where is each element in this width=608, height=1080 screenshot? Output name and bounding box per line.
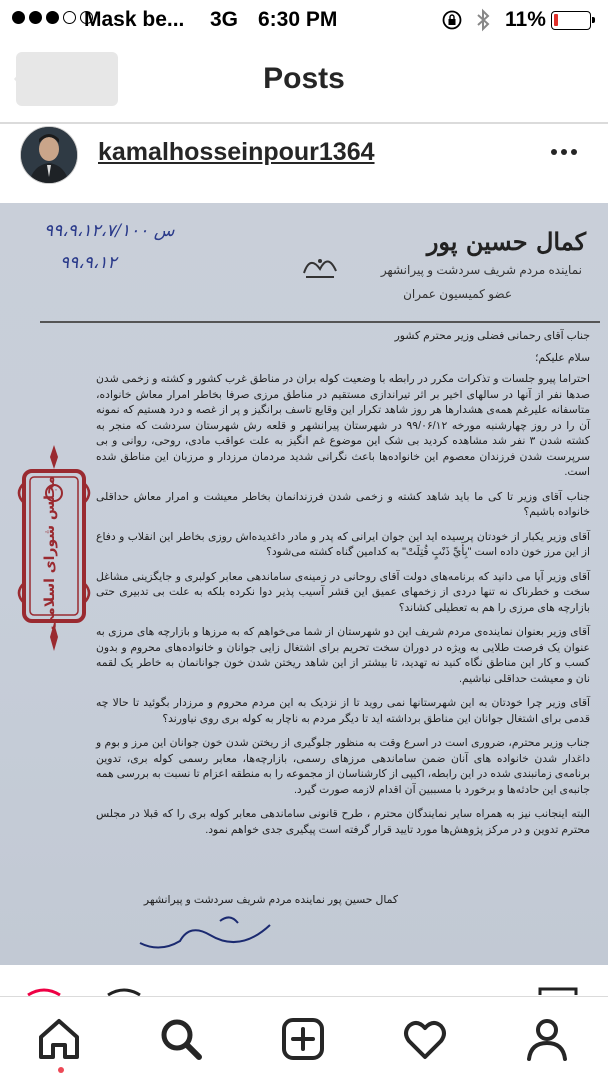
letter-salutation: جناب آقای رحمانی فضلی وزیر محترم کشور [394, 330, 590, 342]
tab-bar [0, 997, 608, 1080]
signal-strength-icon [12, 11, 93, 24]
letter-paragraph: جناب وزیر محترم، ضروری است در اسرع وقت به منظور جلوگیری از ریختن شدن خون جوانان این مرز و بوم و داغدار شدن خانواده های آنان ضمن ساماندهی مرزهای رسمی، بازارچه‌ها، معابر رسمی کوله بری، تدوین برنامه‌ی زمانبندی شده در این رابطه، اکیپی از کارشناسان از مجموعه را به منطقه اعزام تا نسبت به بررسی همه جانبه‌ی این حادثه‌ها و برخورد با مسببین آن اقدام لازمه صورت گیرد. [96, 737, 590, 796]
post-header [0, 124, 608, 202]
handwritten-signature [120, 905, 280, 960]
parliament-logo-icon [14, 443, 94, 653]
home-icon[interactable] [33, 1013, 85, 1065]
avatar[interactable] [20, 126, 78, 184]
letter-date: ۹۹،۹،۱۲ [60, 253, 117, 273]
orientation-lock-icon [441, 9, 463, 37]
signal-dot [12, 11, 25, 24]
nav-header [0, 42, 608, 122]
clock: 6:30 PM [258, 8, 338, 31]
search-icon[interactable] [155, 1013, 207, 1065]
sender-name: کمال حسین پور [426, 227, 586, 256]
signal-dot [46, 11, 59, 24]
letter-paragraph: جناب آقای وزیر تا کی ما باید شاهد کشته و زخمی شدن فرزندانمان بخاطر معیشت و امرار معاش حداقلی خانواده باشیم؟ [96, 490, 590, 518]
post-username[interactable]: kamalhosseinpour1364 [98, 138, 375, 166]
profile-icon[interactable] [521, 1013, 573, 1065]
signal-dot [63, 11, 76, 24]
page-title: Posts [263, 62, 345, 95]
post-actions-partial [0, 965, 608, 997]
emblem-icon [300, 249, 340, 287]
letterhead-rule [40, 321, 600, 323]
frame-text: مجلس شورای اسلامی [42, 475, 58, 631]
letter-document [0, 203, 608, 965]
signal-dot [29, 11, 42, 24]
battery-icon [551, 11, 591, 30]
status-bar [0, 0, 608, 40]
letter-paragraph: البته اینجانب نیز به همراه سایر نمایندگان محترم ، طرح قانونی ساماندهی معابر کوله بری را که قبلا در مجلس محترم تدوین و در مرکز پژوهش‌ها مورد تایید قرار گرفته است پیگیری جدی خواهم نمود. [96, 808, 590, 836]
heart-icon[interactable] [399, 1013, 451, 1065]
letter-paragraph: آقای وزیر یکبار از خودتان پرسیده اید این جوان ایرانی که پدر و مادر داغدیده‌اش روزی بخاطر این انقلاب و دفاع از این مرز خون داده است "بِأَيِّ ذَنْبٍ قُتِلَتْ" به کدامین گناه کشته می‌شود؟ [96, 530, 590, 558]
battery-percent: 11% [505, 8, 546, 31]
bluetooth-icon [476, 8, 490, 38]
letter-ref-number: ۹۹،۹،۱۲،۷/۱۰۰ س [44, 221, 175, 241]
notification-dot [58, 1067, 64, 1073]
network-type: 3G [210, 8, 239, 31]
add-icon[interactable] [277, 1013, 329, 1065]
letter-paragraph: آقای وزیر چرا خودتان به این شهرستانها نمی روید تا از نزدیک به این مردم محروم و مرزدار بگوئید تا حالا چه قدمی برای اشتغال جوانان این مناطق برداشته اید تا دیگر مردم به ناچار به کوله بری روی نیاورند؟ [96, 697, 590, 725]
letter-paragraph: احتراما پیرو جلسات و تذکرات مکرر در رابطه با وضعیت کوله بران در مناطق غرب کشور و کشته و زخمی شدن صدها نفر از آنها در سالهای اخیر بر اثر تیراندازی مستقیم در مناطق مرزی صرفا بخاطر امرار معاش خانواده، متاسفانه علیرغم همه‌ی هشدارها هر روز شاهد تکرار این وقایع تاسف برانگیز و پر از غصه و درد هستیم که نمونه آن را در روز چهارشنبه مورخه ۹۹/۰۶/۱۲ در شهرستان پیرانشهر و قلعه رش شهرستان سردشت که منجر به کشته شدن ۳ نفر شد مشاهده کردید بی شک این موضوع غم انگیز به علت عواقب مادی، روحی، روانی و بی سرپرست شدن فرزندان معصوم این خانواده‌ها باعث نگرانی شدید مردمان مرزدار و مرزبان این مناطق شده است. [96, 373, 590, 478]
letter-greeting: سلام علیکم؛ [534, 351, 590, 364]
letter-paragraph: آقای وزیر آیا می دانید که برنامه‌های دولت آقای روحانی در زمینه‌ی ساماندهی معابر کولبری و جایگزینی مشاغل سخت و خطرناک نه تنها دردی از زخمهای عمیق این قشر آسیب پذیر دوا نکرده بلکه به علت بی تدبیری حتی بازارچه های مرزی را هم به تعطیلی کشاند؟ [96, 570, 590, 614]
sender-role: نماینده مردم شریف سردشت و پیرانشهر [380, 263, 582, 277]
letter-paragraph: آقای وزیر بعنوان نماینده‌ی مردم شریف این دو شهرستان از شما می‌خواهم که به مرزها و بازارچه های مرزی به عنوان یک فرصت طلایی به ویژه در دوران سخت تحریم برای اشتغال زایی جوانان و خانواده‌های محروم و بدون کسب و کار این مناطق نگاه کنید نه تهدید، تا بیشتر از این شاهد ریختن شدن خون جوانانمان به خاطر یک لقمه نان و معیشت حداقلی نباشیم. [96, 626, 590, 685]
sender-committee: عضو کمیسیون عمران [403, 287, 512, 301]
carrier-name: Mask be... [84, 8, 185, 31]
letter-body [96, 329, 590, 847]
letter-signoff: کمال حسین پور نماینده مردم شریف سردشت و پیرانشهر [143, 894, 398, 906]
more-options-icon[interactable] [551, 149, 577, 155]
post-image[interactable] [0, 203, 608, 965]
